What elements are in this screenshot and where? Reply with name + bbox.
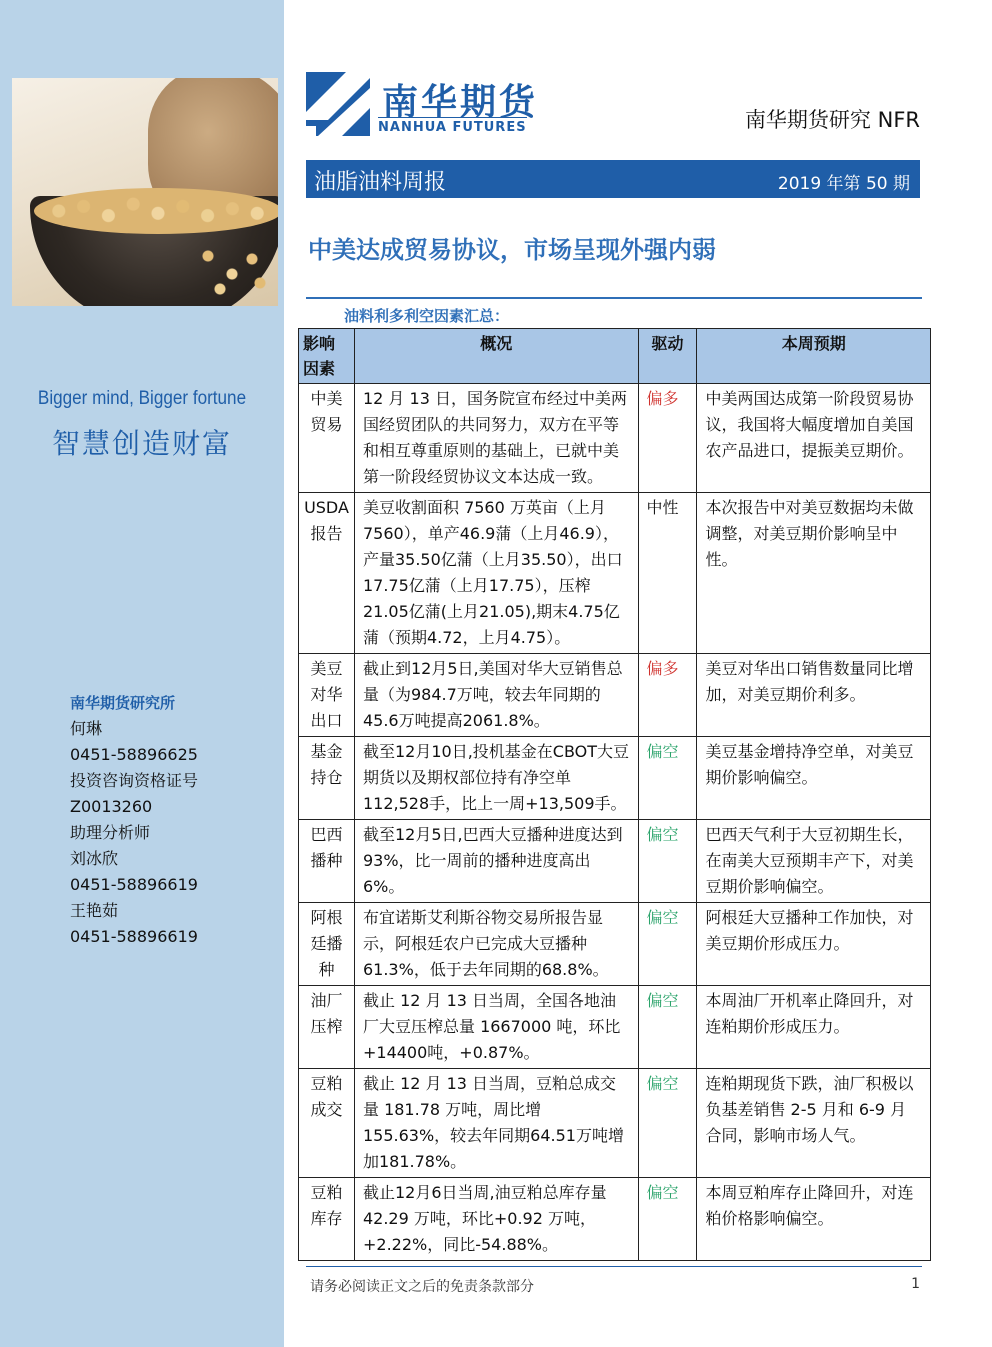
- summary-cell: 布宜诺斯艾利斯谷物交易所报告显示，阿根廷农户已完成大豆播种61.3%，低于去年同期的68.8%。: [354, 903, 638, 986]
- factor-cell: 豆粕成交: [299, 1069, 355, 1178]
- research-label: 南华期货研究 NFR: [744, 108, 920, 132]
- driver-cell: 偏空: [638, 820, 697, 903]
- factor-cell: 基金持仓: [299, 737, 355, 820]
- contact-line: 刘冰欣: [70, 849, 119, 868]
- table-header-row: [299, 329, 931, 384]
- contact-line: 投资咨询资格证号: [70, 771, 199, 790]
- summary-cell: 截止到12月5日,美国对华大豆销售总量（为984.7万吨，较去年同期的45.6万吨提高2061.8%。: [354, 654, 638, 737]
- contact-institute: 南华期货研究所: [70, 694, 176, 712]
- contact-line: 0451-58896619: [70, 927, 198, 946]
- factor-cell: 阿根廷播种: [299, 903, 355, 986]
- sidebar: [0, 0, 284, 1347]
- slogan-english: Bigger mind, Bigger fortune: [37, 388, 247, 409]
- driver-cell: 偏多: [638, 384, 697, 493]
- header-outlook: 本周预期: [697, 329, 931, 384]
- summary-cell: 截止 12 月 13 日当周，全国各地油厂大豆压榨总量 1667000 吨，环比+14400吨，+0.87%。: [354, 986, 638, 1069]
- summary-cell: 美豆收割面积 7560 万英亩（上月7560），单产46.9蒲（上月46.9），产量35.50亿蒲（上月35.50），出口17.75亿蒲（上月17.75），压榨21.05亿蒲(上月21.05),期末4.75亿蒲（预期4.72，上月4.75）。: [354, 493, 638, 654]
- page-headline: 中美达成贸易协议，市场呈现外强内弱: [308, 236, 716, 264]
- divider: [306, 297, 922, 299]
- footer-divider: [306, 1266, 922, 1267]
- table-row: [299, 820, 931, 903]
- summary-cell: 截止 12 月 13 日当周，豆粕总成交量 181.78 万吨，周比增 155.63%，较去年同期64.51万吨增加181.78%。: [354, 1069, 638, 1178]
- summary-cell: 截至12月10日,投机基金在CBOT大豆期货以及期权部位持有净空单112,528手，比上一周+13,509手。: [354, 737, 638, 820]
- table-row: [299, 903, 931, 986]
- contact-line: 0451-58896619: [70, 875, 198, 894]
- table-row: [299, 493, 931, 654]
- contact-line: 0451-58896625: [70, 745, 198, 764]
- factor-cell: 美豆对华出口: [299, 654, 355, 737]
- contact-block: [70, 690, 280, 950]
- summary-cell: 截止12月6日当周,油豆粕总库存量 42.29 万吨，环比+0.92 万吨，+2.22%，同比-54.88%。: [354, 1178, 638, 1261]
- outlook-cell: 美豆对华出口销售数量同比增加，对美豆期价利多。: [697, 654, 931, 737]
- factors-table: [298, 328, 931, 1261]
- driver-cell: 偏空: [638, 903, 697, 986]
- contact-line: 何琳: [70, 719, 103, 738]
- table-row: [299, 1178, 931, 1261]
- driver-cell: 偏空: [638, 1178, 697, 1261]
- outlook-cell: 巴西天气利于大豆初期生长，在南美大豆预期丰产下，对美豆期价影响偏空。: [697, 820, 931, 903]
- table-row: [299, 1069, 931, 1178]
- header-factor: 影响因素: [299, 329, 355, 384]
- outlook-cell: 本周豆粕库存止降回升，对连粕价格影响偏空。: [697, 1178, 931, 1261]
- table-row: [299, 986, 931, 1069]
- soybean-bowl-photo: [12, 78, 278, 306]
- factor-cell: USDA 报告: [299, 493, 355, 654]
- outlook-cell: 连粕期现货下跌，油厂积极以负基差销售 2-5 月和 6-9 月合同，影响市场人气。: [697, 1069, 931, 1178]
- outlook-cell: 中美两国达成第一阶段贸易协议，我国将大幅度增加自美国农产品进口，提振美豆期价。: [697, 384, 931, 493]
- driver-cell: 偏空: [638, 1069, 697, 1178]
- report-title: 油脂油料周报: [314, 170, 447, 195]
- outlook-cell: 阿根廷大豆播种工作加快，对美豆期价形成压力。: [697, 903, 931, 986]
- report-title-bar: [306, 160, 920, 198]
- contact-line: Z0013260: [70, 797, 153, 816]
- outlook-cell: 美豆基金增持净空单，对美豆期价影响偏空。: [697, 737, 931, 820]
- outlook-cell: 本周油厂开机率止降回升，对连粕期价形成压力。: [697, 986, 931, 1069]
- summary-cell: 12 月 13 日，国务院宣布经过中美两国经贸团队的共同努力，双方在平等和相互尊重原则的基础上，已就中美第一阶段经贸协议文本达成一致。: [354, 384, 638, 493]
- table-row: [299, 654, 931, 737]
- slogan-chinese: 智慧创造财富: [51, 427, 232, 460]
- factor-cell: 中美贸易: [299, 384, 355, 493]
- table-title: 油料利多利空因素汇总：: [344, 307, 510, 325]
- brand-name-english: NANHUA FUTURES: [378, 117, 527, 135]
- summary-cell: 截至12月5日,巴西大豆播种进度达到 93%，比一周前的播种进度高出6%。: [354, 820, 638, 903]
- brand-name-chinese: 南华期货: [382, 82, 539, 123]
- table-row: [299, 384, 931, 493]
- table-row: [299, 737, 931, 820]
- contact-line: 助理分析师: [70, 823, 151, 842]
- disclaimer-note: 请务必阅读正文之后的免责条款部分: [310, 1279, 534, 1295]
- outlook-cell: 本次报告中对美豆数据均未做调整，对美豆期价影响呈中性。: [697, 493, 931, 654]
- driver-cell: 偏空: [638, 986, 697, 1069]
- header-summary: 概况: [354, 329, 638, 384]
- contact-line: 王艳茹: [70, 901, 119, 920]
- page-number: 1: [911, 1276, 920, 1292]
- driver-cell: 偏多: [638, 654, 697, 737]
- driver-cell: 偏空: [638, 737, 697, 820]
- driver-cell: 中性: [638, 493, 697, 654]
- nanhua-logo-icon: [306, 72, 370, 136]
- report-issue: 2019 年第 50 期: [777, 174, 910, 194]
- factor-cell: 油厂压榨: [299, 986, 355, 1069]
- factor-cell: 豆粕库存: [299, 1178, 355, 1261]
- factor-cell: 巴西播种: [299, 820, 355, 903]
- header-driver: 驱动: [638, 329, 697, 384]
